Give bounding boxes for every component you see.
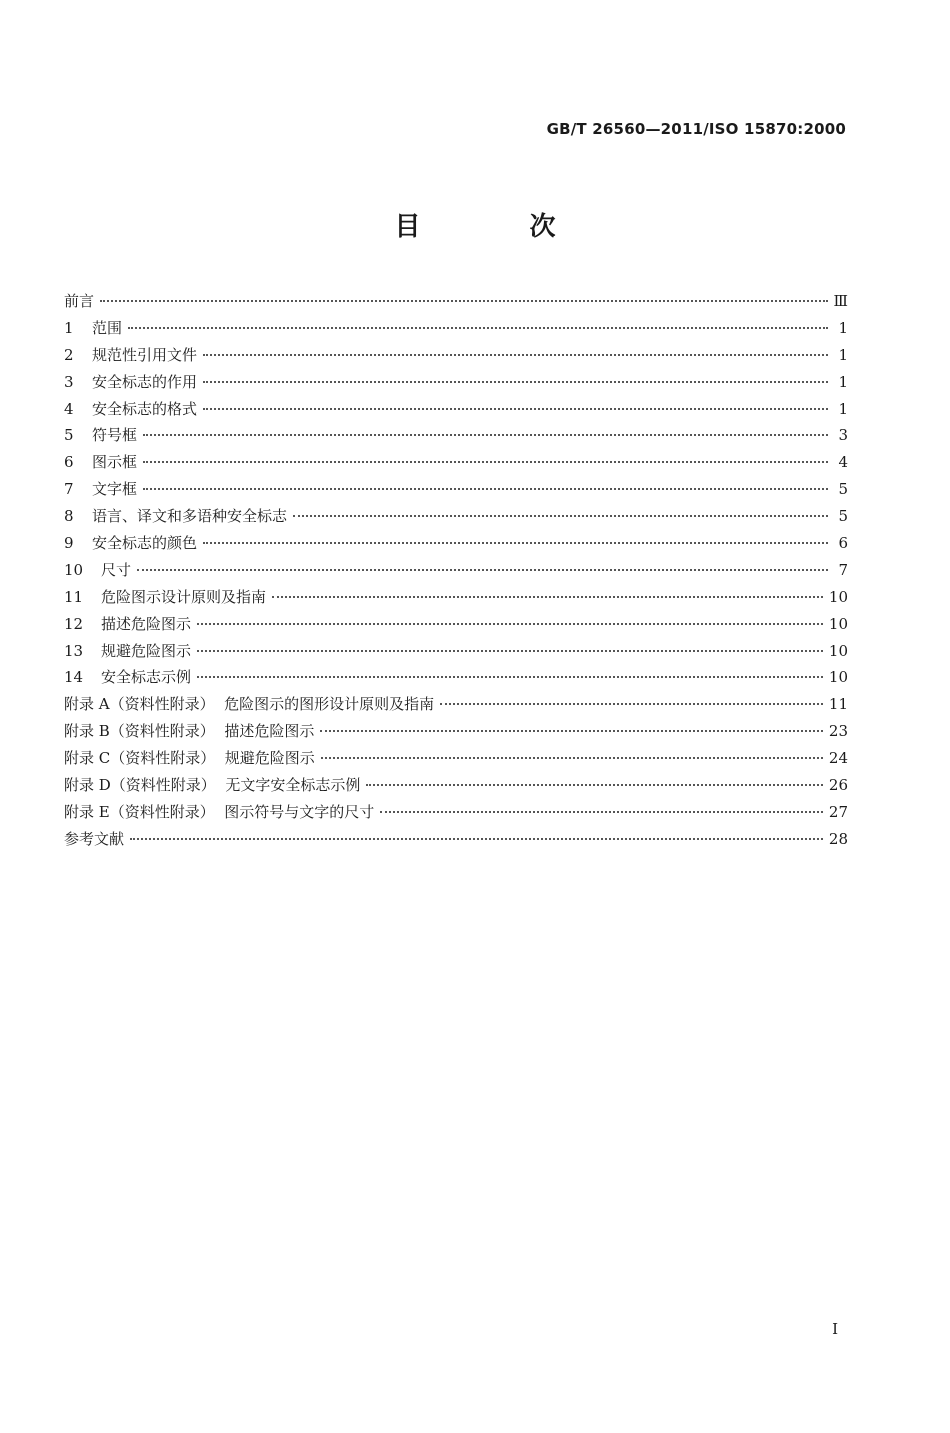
toc-leader-dots xyxy=(320,730,823,732)
toc-entry-number: 7 xyxy=(64,480,74,499)
toc-entry-page: 10 xyxy=(828,641,848,660)
toc-leader-dots xyxy=(197,676,823,678)
toc-entry-page: Ⅲ xyxy=(833,292,848,310)
toc-leader-dots xyxy=(203,408,828,410)
toc-entry-page: 1 xyxy=(838,372,848,391)
toc-leader-dots xyxy=(203,381,828,383)
toc-entry xyxy=(64,693,848,720)
toc-leader-dots xyxy=(197,623,823,625)
toc-entry-number: 3 xyxy=(64,372,74,391)
toc-entry-label: 附录 A（资料性附录） 危险图示的图形设计原则及指南 xyxy=(64,695,435,714)
toc-entry-label: 规范性引用文件 xyxy=(92,345,198,364)
toc-entry xyxy=(64,747,848,774)
toc-entry xyxy=(64,317,848,344)
toc-entry xyxy=(64,478,848,505)
toc-entry-label: 附录 B（资料性附录） 描述危险图示 xyxy=(64,722,315,741)
toc-leader-dots xyxy=(272,596,823,598)
toc-entry-number: 12 xyxy=(64,614,84,633)
toc-entry-page: 27 xyxy=(828,802,848,821)
toc-entry-label: 符号框 xyxy=(92,426,138,445)
toc-entry-page: 1 xyxy=(838,318,848,337)
toc-entry xyxy=(64,720,848,747)
toc-leader-dots xyxy=(143,461,828,463)
toc-entry xyxy=(64,344,848,371)
toc-entry-number: 8 xyxy=(64,507,74,526)
toc-leader-dots xyxy=(100,300,828,302)
toc-entry-number: 10 xyxy=(64,560,84,579)
toc-entry xyxy=(64,640,848,667)
toc-entry-page: 6 xyxy=(838,534,848,553)
toc-leader-dots xyxy=(380,811,823,813)
toc-title: 目 次 xyxy=(394,212,606,242)
toc-leader-dots xyxy=(321,757,823,759)
toc-entry-page: 4 xyxy=(838,453,848,472)
toc-leader-dots xyxy=(143,488,828,490)
toc-entry-number: 6 xyxy=(64,453,74,472)
toc-entry-number: 1 xyxy=(64,318,74,337)
toc-entry-label: 安全标志的作用 xyxy=(92,372,198,391)
toc-leader-dots xyxy=(440,703,823,705)
toc-leader-dots xyxy=(130,838,823,840)
toc-entry xyxy=(64,532,848,559)
toc-entry xyxy=(64,801,848,828)
toc-entry-page: 5 xyxy=(838,507,848,526)
toc-entry-number: 5 xyxy=(64,426,74,445)
toc-entry-label: 尺寸 xyxy=(101,560,132,579)
toc-entry-page: 11 xyxy=(828,695,848,714)
toc-entry xyxy=(64,290,848,317)
toc-entry xyxy=(64,559,848,586)
toc-entry xyxy=(64,398,848,425)
toc-entry xyxy=(64,424,848,451)
toc-entry-page: 28 xyxy=(828,829,848,848)
toc-leader-dots xyxy=(143,434,828,436)
toc-entry-page: 23 xyxy=(828,722,848,741)
toc-entry-page: 3 xyxy=(838,426,848,445)
toc-entry-page: 1 xyxy=(838,345,848,364)
standard-number: GB/T 26560—2011/ISO 15870:2000 xyxy=(546,120,846,138)
toc-entry-label: 文字框 xyxy=(92,480,138,499)
toc-entry xyxy=(64,451,848,478)
toc-entry-number: 11 xyxy=(64,587,84,606)
toc-entry-number: 4 xyxy=(64,399,74,418)
toc-entry-label: 附录 D（资料性附录） 无文字安全标志示例 xyxy=(64,776,361,795)
toc-entry-label: 描述危险图示 xyxy=(101,614,192,633)
toc-leader-dots xyxy=(197,650,823,652)
toc-entry xyxy=(64,586,848,613)
toc-entry-number: 2 xyxy=(64,345,74,364)
toc-entry xyxy=(64,774,848,801)
toc-entry xyxy=(64,666,848,693)
toc-entry-label: 范围 xyxy=(92,318,123,337)
toc-leader-dots xyxy=(293,515,828,517)
toc-entry-label: 附录 C（资料性附录） 规避危险图示 xyxy=(64,749,315,768)
toc-leader-dots xyxy=(128,327,828,329)
toc-entry-label: 安全标志的颜色 xyxy=(92,534,198,553)
toc-entry-label: 语言、译文和多语种安全标志 xyxy=(92,507,288,526)
toc-entry xyxy=(64,371,848,398)
toc-entry-label: 前言 xyxy=(64,292,95,310)
toc-entry-number: 9 xyxy=(64,534,74,553)
toc-entry-page: 7 xyxy=(838,560,848,579)
toc-entry-label: 安全标志的格式 xyxy=(92,399,198,418)
toc-entry xyxy=(64,613,848,640)
toc-entry-page: 5 xyxy=(838,480,848,499)
toc-entry-page: 10 xyxy=(828,587,848,606)
toc-entry-page: 26 xyxy=(828,776,848,795)
page-number: I xyxy=(832,1320,838,1338)
toc-entry-label: 安全标志示例 xyxy=(101,668,192,687)
toc-entry-label: 危险图示设计原则及指南 xyxy=(101,587,267,606)
toc-entry-page: 24 xyxy=(828,749,848,768)
toc-entry-page: 10 xyxy=(828,668,848,687)
toc-leader-dots xyxy=(203,542,828,544)
toc-leader-dots xyxy=(137,569,828,571)
toc-entry-page: 1 xyxy=(838,399,848,418)
toc-entry-label: 附录 E（资料性附录） 图示符号与文字的尺寸 xyxy=(64,802,375,821)
toc-leader-dots xyxy=(203,354,828,356)
toc-entry-number: 13 xyxy=(64,641,84,660)
toc-entry-number: 14 xyxy=(64,668,84,687)
toc-entry-page: 10 xyxy=(828,614,848,633)
toc-leader-dots xyxy=(366,784,823,786)
toc-entry-label: 规避危险图示 xyxy=(101,641,192,660)
toc-entry-label: 图示框 xyxy=(92,453,138,472)
toc-entry xyxy=(64,828,848,855)
toc-entry xyxy=(64,505,848,532)
table-of-contents xyxy=(64,290,848,855)
toc-entry-label: 参考文献 xyxy=(64,829,125,848)
